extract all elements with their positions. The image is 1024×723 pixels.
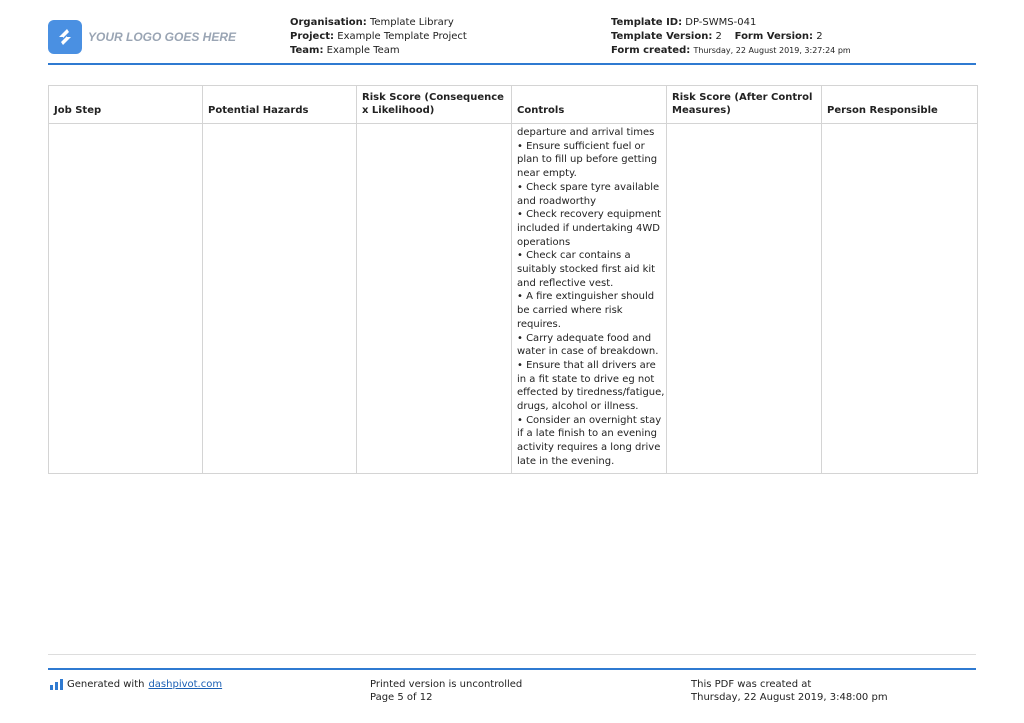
cell-person-responsible — [822, 124, 978, 474]
generated-with — [50, 678, 222, 691]
footer-divider-light — [48, 654, 976, 655]
controls-line: • Carry adequate food and — [517, 332, 652, 344]
controls-line: and reflective vest. — [517, 277, 614, 289]
controls-line: • Check car contains a — [517, 250, 631, 262]
logo-text: YOUR LOGO GOES HERE — [88, 30, 237, 44]
controls-line: requires. — [517, 318, 561, 330]
cell-risk-score — [357, 124, 512, 474]
project-row: Project: Example Template Project — [290, 31, 467, 42]
controls-line: late in the evening. — [517, 455, 615, 467]
controls-line: operations — [517, 236, 571, 248]
controls-line: and roadworthy — [517, 195, 597, 207]
header-job-step: Job Step — [49, 86, 203, 124]
controls-line: drugs, alcohol or illness. — [517, 401, 639, 413]
pdf-created-date: Thursday, 22 August 2019, 3:48:00 pm — [691, 692, 888, 703]
controls-line: plan to fill up before getting — [517, 154, 658, 166]
controls-line: be carried where risk — [517, 305, 623, 317]
template-meta — [611, 16, 851, 58]
footer-divider — [48, 668, 976, 670]
template-id-row: Template ID: DP-SWMS-041 — [611, 17, 757, 28]
company-logo — [48, 20, 236, 54]
project-meta — [290, 16, 467, 58]
controls-line: effected by tiredness/fatigue, — [517, 387, 665, 399]
organisation-row: Organisation: Template Library — [290, 17, 454, 28]
team-row: Team: Example Team — [290, 45, 400, 56]
controls-line: near empty. — [517, 168, 577, 180]
generated-prefix: Generated with — [67, 679, 145, 690]
page-number: Page 5 of 12 — [370, 692, 433, 703]
form-created-row: Form created: Thursday, 22 August 2019, 3:27:24 pm — [611, 45, 851, 56]
controls-line: • Check spare tyre available — [517, 181, 660, 193]
header-risk-score-after: Risk Score (After Control Measures) — [667, 86, 822, 124]
controls-line: water in case of breakdown. — [517, 346, 659, 358]
pdf-created-info — [691, 678, 888, 704]
controls-line: suitably stocked first aid kit — [517, 264, 656, 276]
controls-line: departure and arrival times — [517, 127, 655, 138]
controls-line: • Consider an overnight stay — [517, 414, 662, 426]
controls-line: • Ensure sufficient fuel or — [517, 140, 645, 152]
header-person-responsible: Person Responsible — [822, 86, 978, 124]
cell-risk-score-after — [667, 124, 822, 474]
page-header — [48, 16, 976, 66]
controls-line: activity requires a long drive — [517, 442, 661, 454]
version-row: Template Version: 2 Form Version: 2 — [611, 31, 823, 42]
cell-job-step — [49, 124, 203, 474]
cell-potential-hazards — [203, 124, 357, 474]
header-risk-score: Risk Score (Consequence x Likelihood) — [357, 86, 512, 124]
header-potential-hazards: Potential Hazards — [203, 86, 357, 124]
cell-controls — [512, 124, 667, 474]
printed-note: Printed version is uncontrolled — [370, 679, 523, 690]
controls-line: • Ensure that all drivers are — [517, 359, 656, 371]
dashpivot-link[interactable]: dashpivot.com — [148, 679, 223, 690]
controls-line: included if undertaking 4WD — [517, 222, 660, 234]
logo-icon — [48, 20, 82, 54]
print-info — [370, 678, 522, 704]
controls-line: • A fire extinguisher should — [517, 291, 655, 303]
table-row — [49, 124, 978, 474]
pdf-created-label: This PDF was created at — [691, 679, 812, 690]
header-controls: Controls — [512, 86, 667, 124]
dashpivot-bars-icon — [50, 679, 63, 690]
controls-line: • Check recovery equipment — [517, 209, 662, 221]
swms-table — [48, 85, 978, 474]
controls-line: in a fit state to drive eg not — [517, 373, 655, 385]
header-divider — [48, 63, 976, 65]
controls-line: if a late finish to an evening — [517, 428, 657, 440]
table-header-row — [49, 86, 978, 124]
